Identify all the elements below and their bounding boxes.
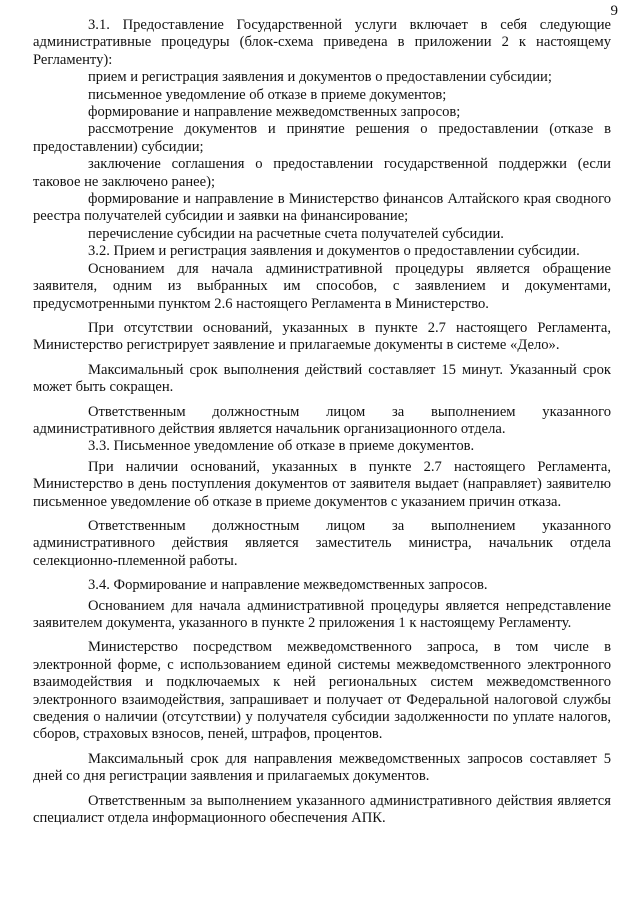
page-number: 9 xyxy=(610,3,618,19)
paragraph: При отсутствии оснований, указанных в пункте 2.7 настоящего Регламента, Министерство регистрирует заявление и прилагаемые документы в системе «Дело». xyxy=(33,319,611,354)
list-item: прием и регистрация заявления и документов о предоставлении субсидии; xyxy=(88,69,552,86)
section-heading-3-4: 3.4. Формирование и направление межведомственных запросов. xyxy=(88,577,488,594)
paragraph: Ответственным должностным лицом за выполнением указанного административного действия является начальник организационного отдела. xyxy=(33,403,611,437)
paragraph: Основанием для начала административной процедуры является непредставление заявителем документа, указанного в пункте 2 приложения 1 к настоящему Регламенту. xyxy=(33,597,611,631)
paragraph: Максимальный срок выполнения действий составляет 15 минут. Указанный срок может быть сокращен. xyxy=(33,361,611,396)
document-body xyxy=(33,17,611,827)
list-item: формирование и направление межведомственных запросов; xyxy=(88,104,461,121)
list-item: рассмотрение документов и принятие решения о предоставлении (отказе в предоставлении) субсидии; xyxy=(33,121,611,155)
paragraph: Ответственным за выполнением указанного административного действия является специалист отдела информационного обеспечения АПК. xyxy=(33,792,611,827)
list-item: формирование и направление в Министерство финансов Алтайского края сводного реестра получателей субсидии и заявки на финансирование; xyxy=(33,191,611,225)
paragraph: При наличии оснований, указанных в пункте 2.7 настоящего Регламента, Министерство в день поступления документов от заявителя выдает (направляет) заявителю письменное уведомление об отказе в приеме документов с указанием причин отказа. xyxy=(33,458,611,510)
paragraph: Ответственным должностным лицом за выполнением указанного административного действия является заместитель министра, начальник отдела селекционно-племенной работы. xyxy=(33,517,611,569)
paragraph-3-1: 3.1. Предоставление Государственной услуги включает в себя следующие административные процедуры (блок-схема приведена в приложении 2 к настоящему Регламенту): xyxy=(33,17,611,68)
list-item: письменное уведомление об отказе в приеме документов; xyxy=(88,86,447,103)
paragraph: Основанием для начала административной процедуры является обращение заявителя, одним из выбранных им способов, с заявлением и документами, предусмотренными пунктом 2.6 настоящего Регламента в Министерство. xyxy=(33,260,611,312)
list-item: заключение соглашения о предоставлении государственной поддержки (если таковое не заключено ранее); xyxy=(33,156,611,190)
section-heading-3-2: 3.2. Прием и регистрация заявления и документов о предоставлении субсидии. xyxy=(88,243,580,260)
list-item: перечисление субсидии на расчетные счета получателей субсидии. xyxy=(88,225,504,242)
paragraph: Министерство посредством межведомственного запроса, в том числе в электронной форме, с использованием единой системы межведомственного электронного взаимодействия и подключаемых к ней региональных систем межведомственного электронного взаимодействия, запрашивает и получает от Федеральной налоговой службы сведения о наличии (отсутствии) у получателя субсидии задолженности по уплате налогов, сборов, страховых взносов, пеней, штрафов, процентов. xyxy=(33,639,611,743)
section-heading-3-3: 3.3. Письменное уведомление об отказе в приеме документов. xyxy=(88,438,475,455)
paragraph: Максимальный срок для направления межведомственных запросов составляет 5 дней со дня регистрации заявления и прилагаемых документов. xyxy=(33,750,611,785)
